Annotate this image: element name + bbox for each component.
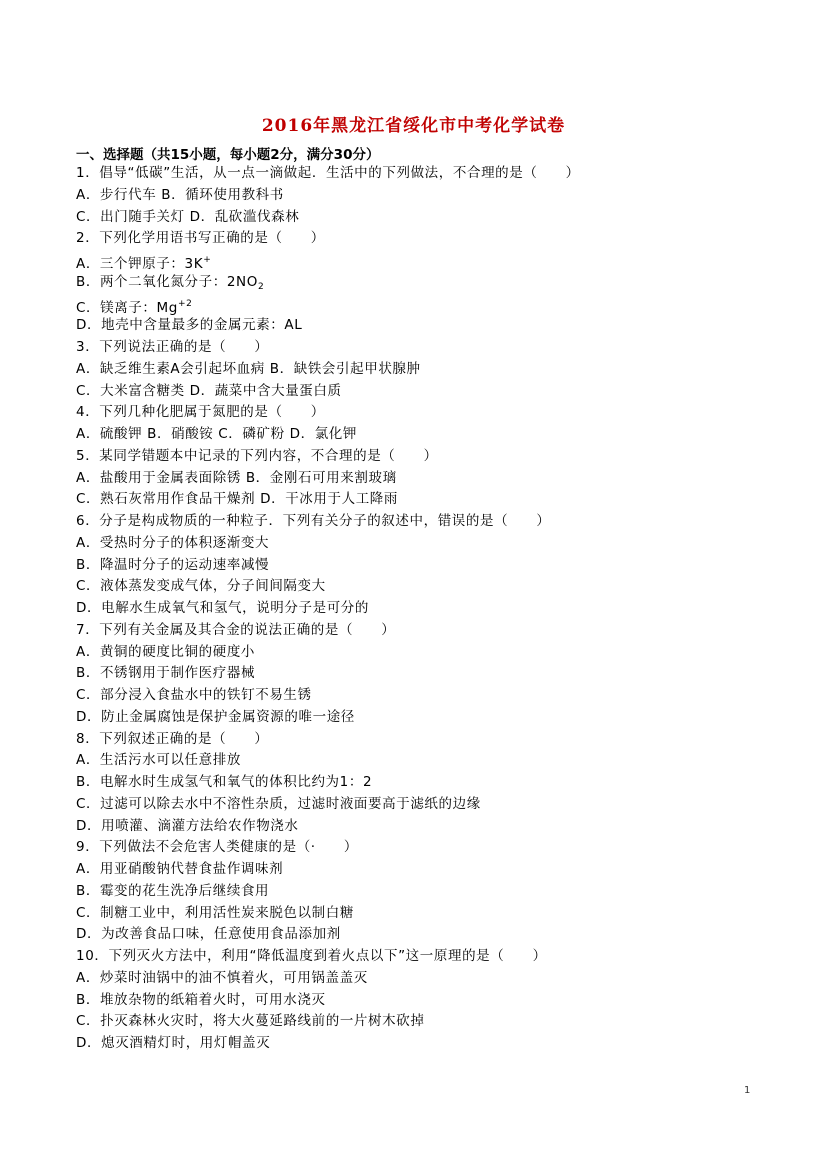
answer-option bbox=[76, 381, 776, 403]
line-text: A．生活污水可以任意排放 bbox=[76, 752, 241, 769]
answer-option bbox=[76, 903, 776, 925]
answer-option bbox=[76, 185, 776, 207]
answer-option bbox=[76, 315, 776, 337]
answer-option bbox=[76, 968, 776, 990]
line-text: A．炒菜时油锅中的油不慎着火，可用锅盖盖灭 bbox=[76, 969, 368, 986]
line-text: A．步行代车 B．循环使用教科书 bbox=[76, 186, 284, 203]
question-stem bbox=[76, 511, 776, 533]
line-text: 1．倡导“低碳”生活，从一点一滴做起．生活中的下列做法，不合理的是（ ） bbox=[76, 165, 580, 181]
line-text: B．电解水时生成氢气和氧气的体积比约为1：2 bbox=[76, 774, 373, 790]
question-stem bbox=[76, 946, 776, 968]
line-text: A．用亚硝酸钠代替食盐作调味剂 bbox=[76, 861, 284, 877]
question-list bbox=[76, 163, 776, 1055]
question-stem bbox=[76, 729, 776, 751]
line-text: D．防止金属腐蚀是保护金属资源的唯一途径 bbox=[76, 708, 355, 725]
answer-option bbox=[76, 794, 776, 816]
question-stem bbox=[76, 228, 776, 250]
line-text: 9．下列做法不会危害人类健康的是（· ） bbox=[76, 839, 358, 856]
line-text: 3．下列说法正确的是（ ） bbox=[76, 339, 269, 355]
line-text: B．降温时分子的运动速率减慢 bbox=[76, 556, 270, 573]
line-text: C．熟石灰常用作食品干燥剂 D．干冰用于人工降雨 bbox=[76, 491, 399, 508]
answer-option bbox=[76, 555, 776, 577]
answer-option bbox=[76, 881, 776, 903]
answer-option bbox=[76, 272, 776, 294]
superscript: + bbox=[203, 255, 212, 265]
line-text: 5．某同学错题本中记录的下列内容，不合理的是（ ） bbox=[76, 447, 438, 464]
question-stem bbox=[76, 402, 776, 424]
section-heading: 一、选择题（共15小题，每小题2分，满分30分） bbox=[76, 147, 380, 163]
line-text: 8．下列叙述正确的是（ ） bbox=[76, 730, 269, 747]
line-text: 7．下列有关金属及其合金的说法正确的是（ ） bbox=[76, 621, 396, 638]
line-text: B．两个二氧化氮分子：2NO bbox=[76, 273, 258, 290]
page-number: 1 bbox=[744, 1085, 751, 1096]
answer-option bbox=[76, 772, 776, 794]
answer-option bbox=[76, 294, 776, 316]
superscript: +2 bbox=[177, 298, 193, 309]
answer-option bbox=[76, 707, 776, 729]
answer-option bbox=[76, 816, 776, 838]
answer-option bbox=[76, 663, 776, 685]
question-stem bbox=[76, 620, 776, 642]
line-text: A．黄铜的硬度比铜的硬度小 bbox=[76, 643, 256, 660]
answer-option bbox=[76, 207, 776, 229]
answer-option bbox=[76, 990, 776, 1012]
answer-option bbox=[76, 642, 776, 664]
answer-option bbox=[76, 1033, 776, 1055]
answer-option bbox=[76, 489, 776, 511]
answer-option bbox=[76, 598, 776, 620]
line-text: A．受热时分子的体积逐渐变大 bbox=[76, 534, 270, 551]
answer-option bbox=[76, 685, 776, 707]
line-text: D．电解水生成氧气和氢气，说明分子是可分的 bbox=[76, 600, 369, 616]
answer-option bbox=[76, 250, 776, 272]
answer-option bbox=[76, 859, 776, 881]
line-text: C．液体蒸发变成气体，分子间间隔变大 bbox=[76, 578, 326, 595]
line-text: C．扑灭森林火灾时，将大火蔓延路线前的一片树木砍掉 bbox=[76, 1013, 425, 1030]
line-text: C．过滤可以除去水中不溶性杂质，过滤时液面要高于滤纸的边缘 bbox=[76, 795, 481, 812]
line-text: B．霉变的花生洗净后继续食用 bbox=[76, 882, 270, 899]
line-text: 2．下列化学用语书写正确的是（ ） bbox=[76, 230, 325, 247]
answer-option bbox=[76, 750, 776, 772]
line-text: C．大米富含糖类 D．蔬菜中含大量蛋白质 bbox=[76, 382, 342, 399]
line-text: B．不锈钢用于制作医疗器械 bbox=[76, 665, 256, 682]
line-text: D．用喷灌、滴灌方法给农作物浇水 bbox=[76, 817, 299, 834]
line-text: D．为改善食品口味，任意使用食品添加剂 bbox=[76, 926, 341, 943]
line-text: A．硫酸钾 B．硝酸铵 C．磷矿粉 D．氯化钾 bbox=[76, 426, 357, 442]
line-text: D．熄灭酒精灯时，用灯帽盖灭 bbox=[76, 1035, 271, 1051]
subscript: 2 bbox=[257, 281, 265, 292]
line-text: A．三个钾原子：3K bbox=[76, 256, 204, 272]
line-text: C．镁离子：Mg bbox=[76, 299, 178, 316]
line-text: 4．下列几种化肥属于氮肥的是（ ） bbox=[76, 404, 325, 421]
line-text: 10．下列灭火方法中，利用“降低温度到着火点以下”这一原理的是（ ） bbox=[76, 948, 547, 964]
line-text: C．部分浸入食盐水中的铁钉不易生锈 bbox=[76, 687, 312, 703]
page-title: 2016年黑龙江省绥化市中考化学试卷 bbox=[261, 116, 566, 136]
answer-option bbox=[76, 1011, 776, 1033]
question-stem bbox=[76, 337, 776, 359]
line-text: A．盐酸用于金属表面除锈 B．金刚石可用来割玻璃 bbox=[76, 469, 397, 486]
question-stem bbox=[76, 163, 776, 185]
line-text: A．缺乏维生素A会引起坏血病 B．缺铁会引起甲状腺肿 bbox=[76, 360, 421, 377]
question-stem bbox=[76, 446, 776, 468]
answer-option bbox=[76, 533, 776, 555]
answer-option bbox=[76, 924, 776, 946]
line-text: C．制糖工业中，利用活性炭来脱色以制白糖 bbox=[76, 904, 354, 921]
line-text: B．堆放杂物的纸箱着火时，可用水浇灭 bbox=[76, 991, 326, 1008]
question-stem bbox=[76, 837, 776, 859]
answer-option bbox=[76, 576, 776, 598]
line-text: C．出门随手关灯 D．乱砍滥伐森林 bbox=[76, 208, 300, 225]
answer-option bbox=[76, 424, 776, 446]
answer-option bbox=[76, 468, 776, 490]
line-text: D．地壳中含量最多的金属元素：AL bbox=[76, 317, 303, 334]
line-text: 6．分子是构成物质的一种粒子．下列有关分子的叙述中，错误的是（ ） bbox=[76, 513, 551, 529]
answer-option bbox=[76, 359, 776, 381]
